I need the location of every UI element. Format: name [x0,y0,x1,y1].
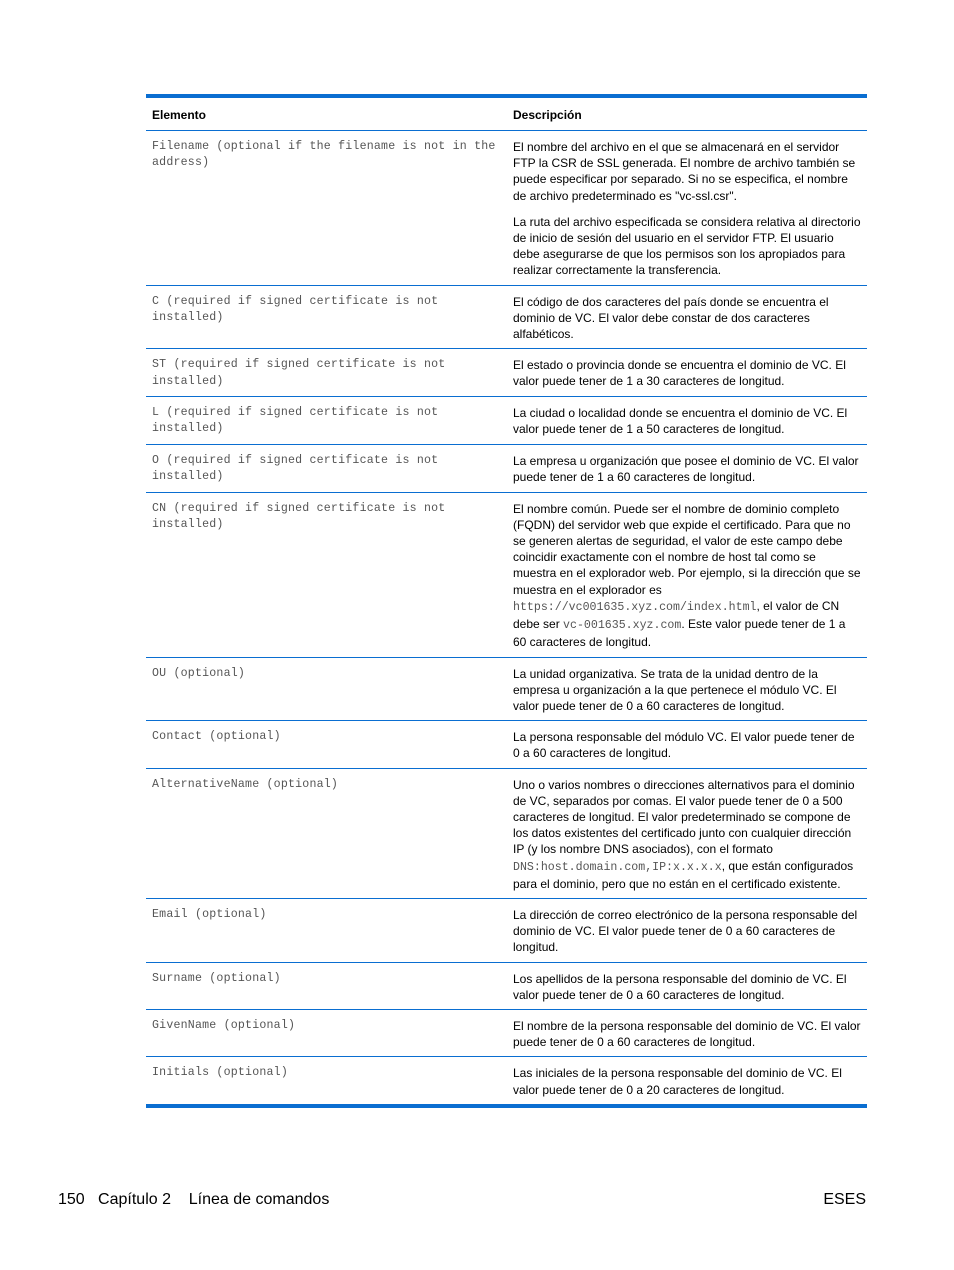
table-row [146,131,867,286]
description-text: Uno o varios nombres o direcciones alternativos para el dominio de VC, separados por comas. El valor puede tener de 0 a 500 caracteres de longitud. El valor predeterminado se compone de los datos existentes del certificado junto con cualquier dirección IP (y los nombre DNS asociados), con el formato [513,777,855,857]
description-text: El estado o provincia donde se encuentra el dominio de VC. El valor puede tener de 1 a 30 caracteres de longitud. [513,358,846,389]
description-text: La persona responsable del módulo VC. El valor puede tener de 0 a 60 caracteres de longitud. [513,730,855,761]
table-header-row [146,98,867,131]
parameter-table [146,98,867,1104]
description-text: El código de dos caracteres del país donde se encuentra el dominio de VC. El valor debe constar de dos caracteres alfabéticos. [513,294,829,342]
table-row [146,898,867,962]
description-cell [507,768,867,898]
description-text: La ciudad o localidad donde se encuentra el dominio de VC. El valor puede tener de 1 a 50 caracteres de longitud. [513,406,848,437]
description-paragraph [513,729,861,761]
element-cell: Email (optional) [146,898,507,962]
code-text: DNS:host.domain.com,IP:x.x.x.x [513,860,722,874]
description-paragraph [513,405,861,437]
element-cell: CN (required if signed certificate is not installed) [146,492,507,657]
description-text: , el valor de CN debe ser [513,598,840,632]
footer-left [58,1191,329,1209]
element-cell: O (required if signed certificate is not installed) [146,444,507,492]
page-footer [58,1191,866,1209]
description-paragraph [513,1018,861,1050]
header-description: Descripción [507,98,867,131]
description-text: Los apellidos de la persona responsable del dominio de VC. El valor puede tener de 0 a 60 caracteres de longitud. [513,971,847,1002]
description-paragraph [513,666,861,715]
page-number: 150 [58,1191,85,1208]
description-cell [507,285,867,349]
description-paragraph [513,971,861,1003]
description-paragraph [513,453,861,485]
description-text: La unidad organizativa. Se trata de la unidad dentro de la empresa u organización a la que pertenece el módulo VC. El valor puede tener de 0 a 60 caracteres de longitud. [513,666,837,713]
chapter-label: Capítulo 2 [98,1191,171,1208]
table-body [146,131,867,1104]
table-row [146,721,867,768]
table-row [146,1009,867,1056]
description-cell [507,131,867,286]
element-cell: Contact (optional) [146,721,507,768]
description-text: El nombre de la persona responsable del dominio de VC. El valor puede tener de 0 a 60 caracteres de longitud. [513,1018,861,1050]
table-row [146,657,867,721]
table-row [146,768,867,898]
description-paragraph [513,501,861,651]
header-element: Elemento [146,98,507,131]
footer-locale: ESES [823,1191,866,1208]
element-cell: Surname (optional) [146,962,507,1009]
description-text: . Este valor puede tener de 1 a 60 caracteres de longitud. [513,617,846,650]
description-paragraph [513,139,861,204]
element-cell: Initials (optional) [152,1066,288,1080]
element-cell: ST (required if signed certificate is not installed) [146,349,507,397]
description-paragraph [513,294,861,343]
element-cell: L (required if signed certificate is not installed) [146,397,507,445]
description-paragraph [513,1065,861,1097]
table-row [146,285,867,349]
description-text: La empresa u organización que posee el dominio de VC. El valor puede tener de 1 a 60 caracteres de longitud. [513,453,859,485]
table-row [146,397,867,445]
description-paragraph [513,777,861,892]
description-cell [507,1057,867,1104]
element-cell: C (required if signed certificate is not installed) [146,285,507,349]
table-row [146,1057,867,1104]
description-cell [507,492,867,657]
parameter-table-container [146,94,867,1108]
element-cell: GivenName (optional) [146,1009,507,1056]
description-text: La ruta del archivo especificada se considera relativa al directorio de inicio de sesión del usuario en el servidor FTP. El usuario debe asegurarse de que los permisos son los apropiados para realizar correctamente la transferencia. [513,214,861,278]
code-text: https://vc001635.xyz.com/index.html [513,600,757,614]
table-row [146,444,867,492]
description-text: El nombre común. Puede ser el nombre de dominio completo (FQDN) del servidor web que expide el certificado. Para que no se generen alertas de seguridad, el valor de este campo debe coincidir exactamente con el nombre de host tal como se muestra en el explorador web. Por ejemplo, si la dirección que se muestra en el explorador es [513,501,861,597]
description-paragraph [513,214,861,279]
code-text: vc-001635.xyz.com [563,619,682,633]
element-cell: AlternativeName (optional) [146,768,507,898]
table-row [146,349,867,397]
description-cell [507,657,867,721]
description-text: , que están configurados para el dominio, pero que no están en el certificado existente. [513,858,854,891]
description-cell [507,898,867,962]
table-row [146,492,867,657]
description-cell [507,1009,867,1056]
description-cell [507,397,867,445]
description-paragraph [513,357,861,389]
element-cell: Filename (optional if the filename is not in the address) [146,131,507,286]
description-text: La dirección de correo electrónico de la persona responsable del dominio de VC. El valor puede tener de 0 a 60 caracteres de longitud. [513,907,858,955]
table-row [146,962,867,1009]
description-cell [507,962,867,1009]
description-cell [507,721,867,768]
description-text: Las iniciales de la persona responsable del dominio de VC. El valor puede tener de 0 a 20 caracteres de longitud. [513,1066,842,1097]
description-paragraph [513,907,861,956]
description-cell [507,349,867,397]
description-cell [507,444,867,492]
chapter-title: Línea de comandos [188,1191,330,1208]
description-text: El nombre del archivo en el que se almacenará en el servidor FTP la CSR de SSL generada. El nombre de archivo también se puede especificar por separado. Si no se especifica, el nombre de archivo predeterminado es "vc-ssl.csr". [513,140,856,203]
element-cell: OU (optional) [146,657,507,721]
